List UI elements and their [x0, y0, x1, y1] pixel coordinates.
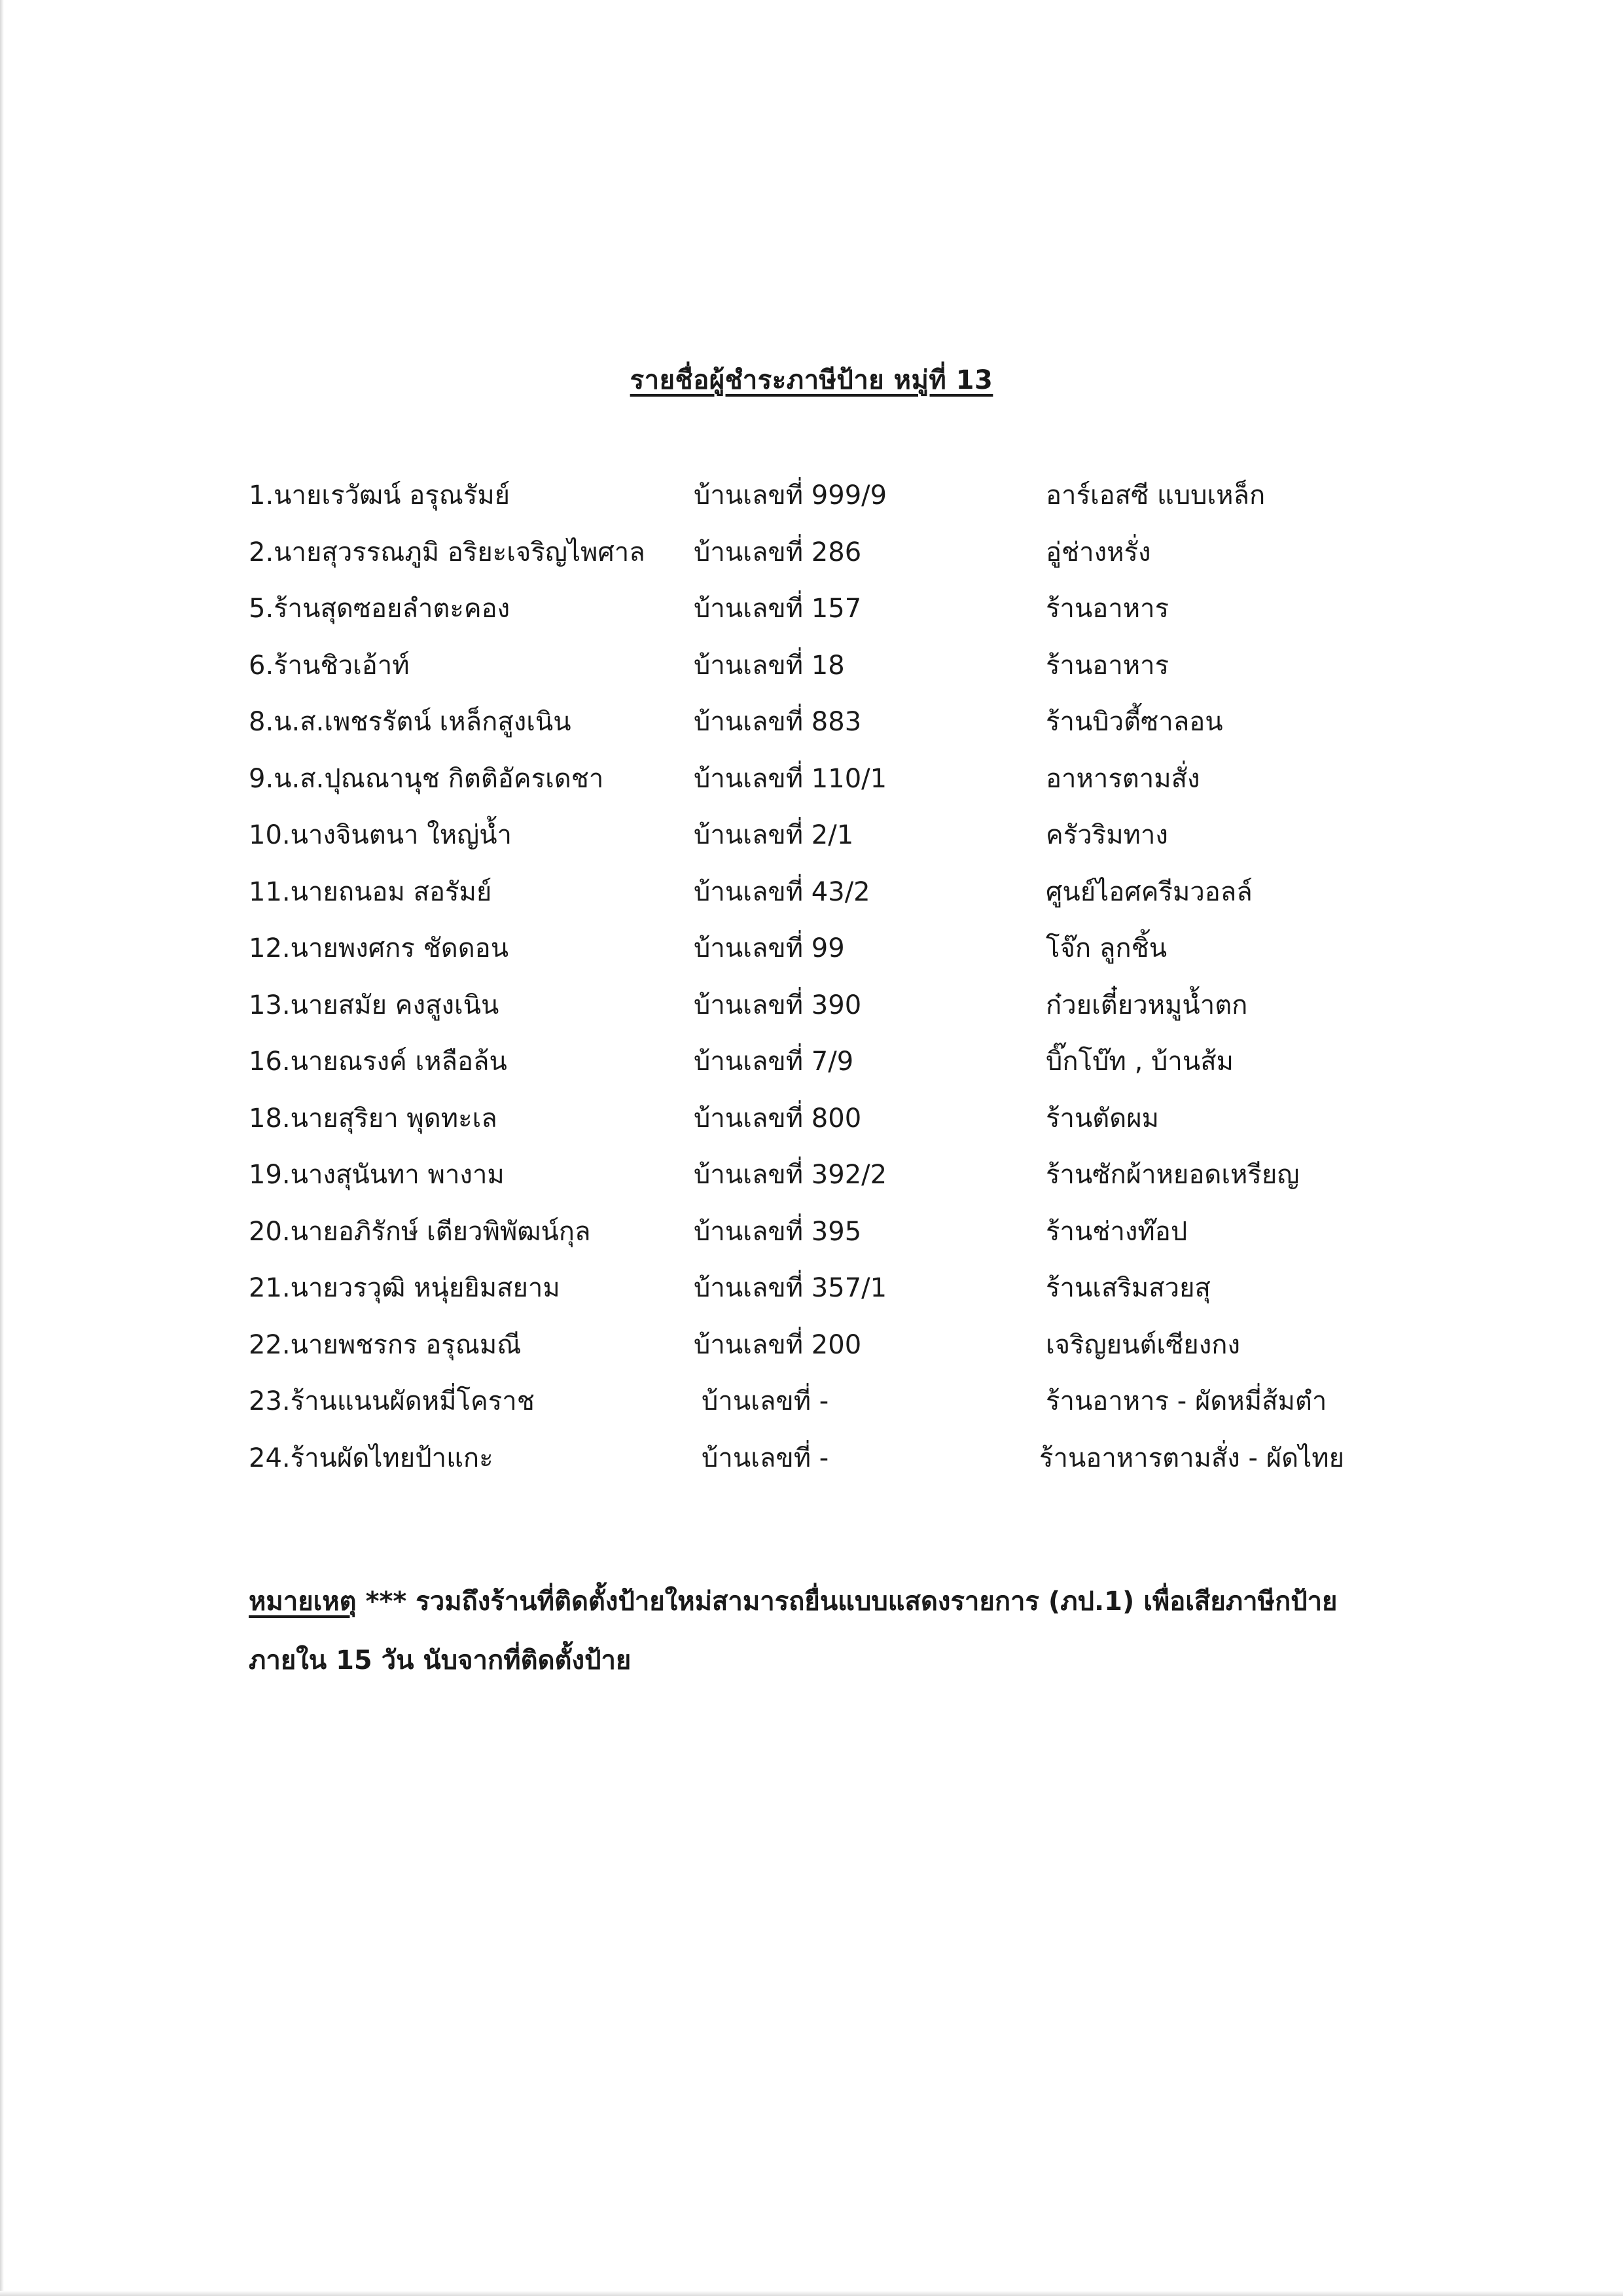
- business-type: ร้านตัดผม: [1046, 1103, 1160, 1134]
- list-item: [249, 932, 1361, 989]
- taxpayer-name: 20.นายอภิรักษ์ เตียวพิพัฒน์กุล: [249, 1216, 591, 1247]
- list-item: [249, 536, 1361, 593]
- list-item: [249, 479, 1361, 536]
- taxpayer-name: 11.นายถนอม สอรัมย์: [249, 876, 492, 907]
- house-number: บ้านเลขที่ 200: [694, 1329, 862, 1360]
- page-title: รายชื่อผู้ชำระภาษีป้าย หมู่ที่ 13: [630, 365, 993, 395]
- house-number: บ้านเลขที่ 110/1: [694, 763, 887, 794]
- house-number: บ้านเลขที่ 2/1: [694, 820, 854, 850]
- business-type: อาหารตามสั่ง: [1046, 763, 1200, 794]
- taxpayer-name: 2.นายสุวรรณภูมิ อริยะเจริญไพศาล: [249, 537, 645, 567]
- list-item: [249, 592, 1361, 649]
- footnote: [249, 1572, 1387, 1690]
- business-type: ร้านเสริมสวยสุ: [1046, 1273, 1211, 1303]
- taxpayer-name: 1.นายเรวัฒน์ อรุณรัมย์: [249, 480, 510, 511]
- taxpayer-name: 24.ร้านผัดไทยป้าแกะ: [249, 1443, 493, 1473]
- business-type: บิ๊กโบ๊ท , บ้านส้ม: [1046, 1047, 1234, 1077]
- business-type: ร้านช่างท๊อป: [1046, 1216, 1188, 1247]
- footnote-label: หมายเหตุ: [249, 1587, 357, 1617]
- house-number: บ้านเลขที่ 99: [694, 933, 845, 963]
- business-type: อู่ช่างหรั่ง: [1046, 537, 1151, 567]
- house-number: บ้านเลขที่ -: [702, 1386, 829, 1416]
- business-type: ร้านอาหาร: [1046, 650, 1169, 681]
- footnote-line-1: [249, 1572, 1387, 1631]
- taxpayer-name: 5.ร้านสุดซอยลำตะคอง: [249, 594, 510, 624]
- list-item: [249, 1102, 1361, 1159]
- taxpayer-name: 12.นายพงศกร ชัดดอน: [249, 933, 509, 963]
- house-number: บ้านเลขที่ 883: [694, 707, 862, 737]
- taxpayer-list: [249, 479, 1361, 1498]
- list-item: [249, 1215, 1361, 1272]
- business-type: ศูนย์ไอศครีมวอลล์: [1046, 876, 1253, 907]
- list-item: [249, 1329, 1361, 1386]
- house-number: บ้านเลขที่ 999/9: [694, 480, 887, 511]
- business-type: ร้านอาหารตามสั่ง - ผัดไทย: [1039, 1443, 1345, 1473]
- business-type: ครัวริมทาง: [1046, 820, 1168, 850]
- house-number: บ้านเลขที่ 390: [694, 990, 862, 1020]
- business-type: เจริญยนต์เซียงกง: [1046, 1329, 1240, 1360]
- business-type: ร้านอาหาร - ผัดหมี่ส้มตำ: [1046, 1386, 1327, 1416]
- taxpayer-name: 16.นายณรงค์ เหลือล้น: [249, 1047, 507, 1077]
- business-type: ร้านซักผ้าหยอดเหรียญ: [1046, 1160, 1300, 1190]
- list-item: [249, 1158, 1361, 1215]
- list-item: [249, 1385, 1361, 1442]
- taxpayer-name: 21.นายวรวุฒิ หนุ่ยยิมสยาม: [249, 1273, 560, 1303]
- house-number: บ้านเลขที่ 7/9: [694, 1047, 854, 1077]
- scan-edge-left: [0, 0, 4, 2296]
- house-number: บ้านเลขที่ 43/2: [694, 876, 870, 907]
- taxpayer-name: 19.นางสุนันทา พางาม: [249, 1160, 505, 1190]
- list-item: [249, 762, 1361, 819]
- business-type: ร้านบิวตี้ซาลอน: [1046, 707, 1223, 737]
- list-item: [249, 876, 1361, 933]
- business-type: โจ๊ก ลูกชิ้น: [1046, 933, 1168, 963]
- footnote-line-2: ภายใน 15 วัน นับจากที่ติดตั้งป้าย: [249, 1645, 632, 1676]
- footnote-text: *** รวมถึงร้านที่ติดตั้งป้ายใหม่สามารถยื่นแบบแสดงรายการ (ภป.1) เพื่อเสียภาษีกป้าย: [356, 1587, 1338, 1617]
- taxpayer-name: 10.นางจินตนา ใหญ่น้ำ: [249, 820, 512, 850]
- taxpayer-name: 22.นายพชรกร อรุณมณี: [249, 1329, 522, 1360]
- taxpayer-name: 13.นายสมัย คงสูงเนิน: [249, 990, 499, 1020]
- taxpayer-name: 9.น.ส.ปุณณานุช กิตติอัครเดชา: [249, 763, 604, 794]
- taxpayer-name: 18.นายสุริยา พุดทะเล: [249, 1103, 497, 1134]
- house-number: บ้านเลขที่ 392/2: [694, 1160, 887, 1190]
- house-number: บ้านเลขที่ 800: [694, 1103, 862, 1134]
- list-item: [249, 649, 1361, 706]
- list-item: [249, 819, 1361, 876]
- taxpayer-name: 6.ร้านชิวเอ้าท์: [249, 650, 410, 681]
- taxpayer-name: 23.ร้านแนนผัดหมี่โคราช: [249, 1386, 535, 1416]
- house-number: บ้านเลขที่ -: [702, 1443, 829, 1473]
- list-item: [249, 1272, 1361, 1329]
- business-type: ร้านอาหาร: [1046, 594, 1169, 624]
- list-item: [249, 1442, 1361, 1499]
- business-type: อาร์เอสซี แบบเหล็ก: [1046, 480, 1266, 511]
- taxpayer-name: 8.น.ส.เพชรรัตน์ เหล็กสูงเนิน: [249, 707, 571, 737]
- house-number: บ้านเลขที่ 395: [694, 1216, 862, 1247]
- list-item: [249, 1045, 1361, 1102]
- house-number: บ้านเลขที่ 357/1: [694, 1273, 887, 1303]
- house-number: บ้านเลขที่ 18: [694, 650, 845, 681]
- list-item: [249, 989, 1361, 1046]
- business-type: ก๋วยเตี๋ยวหมูน้ำตก: [1046, 990, 1248, 1020]
- house-number: บ้านเลขที่ 157: [694, 594, 862, 624]
- house-number: บ้านเลขที่ 286: [694, 537, 862, 567]
- list-item: [249, 706, 1361, 762]
- scan-edge-bottom: [0, 2291, 1623, 2296]
